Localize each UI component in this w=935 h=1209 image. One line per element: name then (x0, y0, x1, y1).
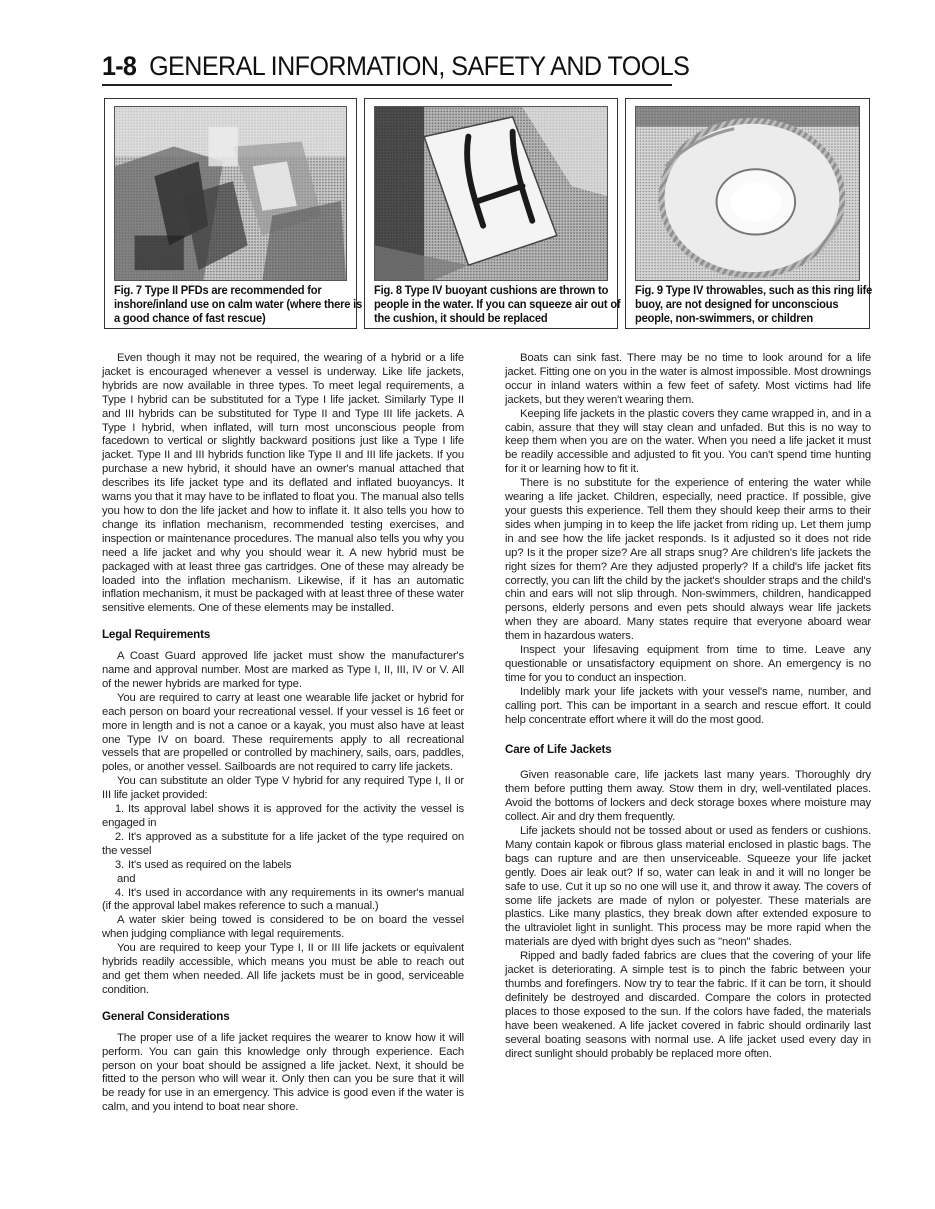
paragraph: There is no substitute for the experience of entering the water while wearing a life jacket. Children, especially, need practice. If possible, give your guests this experience. Tell them they should keep their arms to their sides when jumping in to keep the life jacket from riding up. Let them jump in and see how the life jacket responds. Is it adjusted so it does not ride up? Is it the proper size? Are all straps snug? Are children's life jackets the right sizes for them? Are they adjusted properly? If a child's life jacket fits correctly, you can lift the child by the jacket's shoulder straps and the child's chin and ears will not slip through. Non-swimmers, children, handicapped persons, elderly persons and even pets should always wear life jackets when they are aboard. Many states require that everyone aboard wear them in hazardous waters. (505, 477, 871, 643)
list-item (102, 887, 464, 915)
paragraph: Indelibly mark your life jackets with your vessel's name, number, and calling port. This can be important in a search and rescue effort. It could help concentrate effort where it will do the most good. (505, 685, 871, 726)
paragraph: You are required to keep your Type I, II or III life jackets or equivalent hybrids readily accessible, which means you must be able to reach out and get them when needed. All life jackets must be in good, serviceable condition. (102, 942, 464, 996)
list-number: 2. (114, 830, 124, 843)
paragraph: Even though it may not be required, the wearing of a hybrid or a life jacket is encouraged whenever a vessel is underway. Like life jackets, hybrids are now available in three types. To meet legal requirements, a Type I hybrid can be substituted for a Type I life jacket. Similarly Type II and III hybrids can be substituted for Type II and Type III life jackets. A Type I hybrid, when inflated, will turn most unconscious people from facedown to vertical or slightly backward positions just like a Type I life jacket. Type II and III hybrids function like Type II and III life jackets. If you purchase a new hybrid, it should have an owner's manual attached that describes its life jacket type and its deflated and inflated buoyancys. It warns you that it may have to be inflated to float you. The manual also tells you how to don the life jacket and how to inflate it. It also tells you how to change its inflation mechanism, recommended testing exercises, and inspection or maintenance procedures. The manual also tells you why you need a life jacket and why you should wear it. A new hybrid must be packaged with at least three gas cartridges. One of these may already be loaded into the inflation mechanism. Likewise, if it has an automatic inflation mechanism, it must be packaged with at least three of these water sensitive elements. One of these elements may be installed. (102, 352, 464, 615)
page-header (102, 50, 690, 82)
figure-9-caption: Fig. 9 Type IV throwables, such as this ring life buoy, are not designed for unconscious people, non-swimmers, or children (635, 284, 873, 325)
section-heading-general-considerations: General Considerations (102, 1009, 230, 1023)
figure-8-caption: Fig. 8 Type IV buoyant cushions are thrown to people in the water. If you can squeeze air out of the cushion, it should be replaced (374, 284, 621, 325)
list-conjunction: and (117, 872, 136, 885)
section-heading-legal-requirements: Legal Requirements (102, 628, 211, 642)
list-number: 3. (114, 858, 124, 871)
figure-8 (364, 98, 621, 329)
figure-8-photo (374, 106, 608, 281)
paragraph: Boats can sink fast. There may be no time to look around for a life jacket. Fitting one on you in the water is almost impossible. Most drownings occur in inland waters within a few feet of safety. Most victims had life jackets, but they weren't wearing them. (505, 352, 871, 406)
right-column (505, 352, 871, 1061)
page-number: 1-8 (102, 51, 137, 81)
list-item (102, 831, 464, 859)
list-number: 4. (114, 886, 124, 899)
list-text: It's used as required on the labels (128, 858, 292, 871)
paragraph: Keeping life jackets in the plastic covers they came wrapped in, and in a cabin, assure that they will stay clean and unfaded. But this is no way to keep them when you are on the water. When you need a life jacket it must be readily accessible and adjusted to fit you. You can't spend time hunting for it or learning how to fit it. (505, 407, 871, 476)
list-text: It's approved as a substitute for a life jacket of the type required on the vessel (102, 830, 464, 857)
paragraph: You are required to carry at least one wearable life jacket or hybrid for each person on board your recreational vessel. If your vessel is 16 feet or more in length and is not a canoe or a kayak, you must also have at least one Type IV on board. These requirements apply to all recreational vessels that are propelled or controlled by machinery, sails, oars, paddles, poles, or another vessel. Sailboards are not required to carry life jackets. (102, 691, 464, 774)
list-text: It's used in accordance with any requirements in its owner's manual (if the approval label makes reference to such a manual.) (102, 886, 464, 913)
list-text: Its approval label shows it is approved for the activity the vessel is engaged in (102, 803, 464, 829)
paragraph: A Coast Guard approved life jacket must show the manufacturer's name and approval number. Most are marked as Type I, II, III, IV or V. All of the newer hybrids are marked for type. (102, 650, 464, 690)
list-number: 1. (114, 803, 124, 816)
list-item (102, 803, 464, 831)
paragraph: The proper use of a life jacket requires the wearer to know how it will perform. You can gain this knowledge only through experience. Each person on your boat should be assigned a life jacket. Next, it should be fitted to the person who will wear it. Only then can you be sure that it will be ready for use in an emergency. This advice is good even if the water is calm, and you intend to boat near shore. (102, 1031, 464, 1114)
paragraph: Inspect your lifesaving equipment from time to time. Leave any questionable or unsatisfactory equipment on shore. An emergency is no time for you to conduct an inspection. (505, 644, 871, 684)
paragraph: Given reasonable care, life jackets last many years. Thoroughly dry them before putting them away. Stow them in dry, well-ventilated places. Avoid the bottoms of lockers and deck storage boxes where moisture may collect. Air and dry them frequently. (505, 769, 871, 824)
paragraph: Ripped and badly faded fabrics are clues that the covering of your life jacket is deteriorating. A simple test is to pinch the fabric between your thumbs and forefingers. Now try to tear the fabric. If it can be torn, it should definitely be destroyed and discarded. Compare the colors in protected places to those exposed to the sun. If the colors have faded, the materials have been weakened. A life jacket covered in fabric should ordinarily last several boating seasons with normal use. A life jacket used every day in direct sunlight should probably be replaced more often. (505, 950, 871, 1060)
section-heading-care-of-life-jackets: Care of Life Jackets (505, 743, 612, 757)
figure-9 (625, 98, 873, 329)
figure-7-caption: Fig. 7 Type II PFDs are recommended for inshore/inland use on calm water (where there is a good chance of fast rescue) (114, 284, 363, 325)
header-rule (102, 84, 672, 86)
figure-7 (104, 98, 363, 329)
figure-9-photo (635, 106, 860, 281)
paragraph: Life jackets should not be tossed about or used as fenders or cushions. Many contain kapok or fibrous glass material enclosed in plastic bags. The bags can rupture and are then unserviceable. Squeeze your life jacket gently. Does air leak out? If so, water can leak in and it will no longer be safe to use. Cut it up so no one will use it, and throw it away. The covers of some life jackets are made of nylon or polyester. These materials are plastics. Like many plastics, they break down after extended exposure to the ultraviolet light in sunlight. This process may be more rapid when the materials are dyed with bright dyes such as "neon" shades. (505, 825, 871, 949)
chapter-title: GENERAL INFORMATION, SAFETY AND TOOLS (149, 51, 690, 81)
paragraph: A water skier being towed is considered to be on board the vessel when judging compliance with legal requirements. (102, 914, 464, 941)
list-item (102, 859, 464, 873)
figure-7-photo (114, 106, 347, 281)
paragraph: You can substitute an older Type V hybrid for any required Type I, II or III life jacket provided: (102, 775, 464, 802)
left-column (102, 352, 464, 1115)
